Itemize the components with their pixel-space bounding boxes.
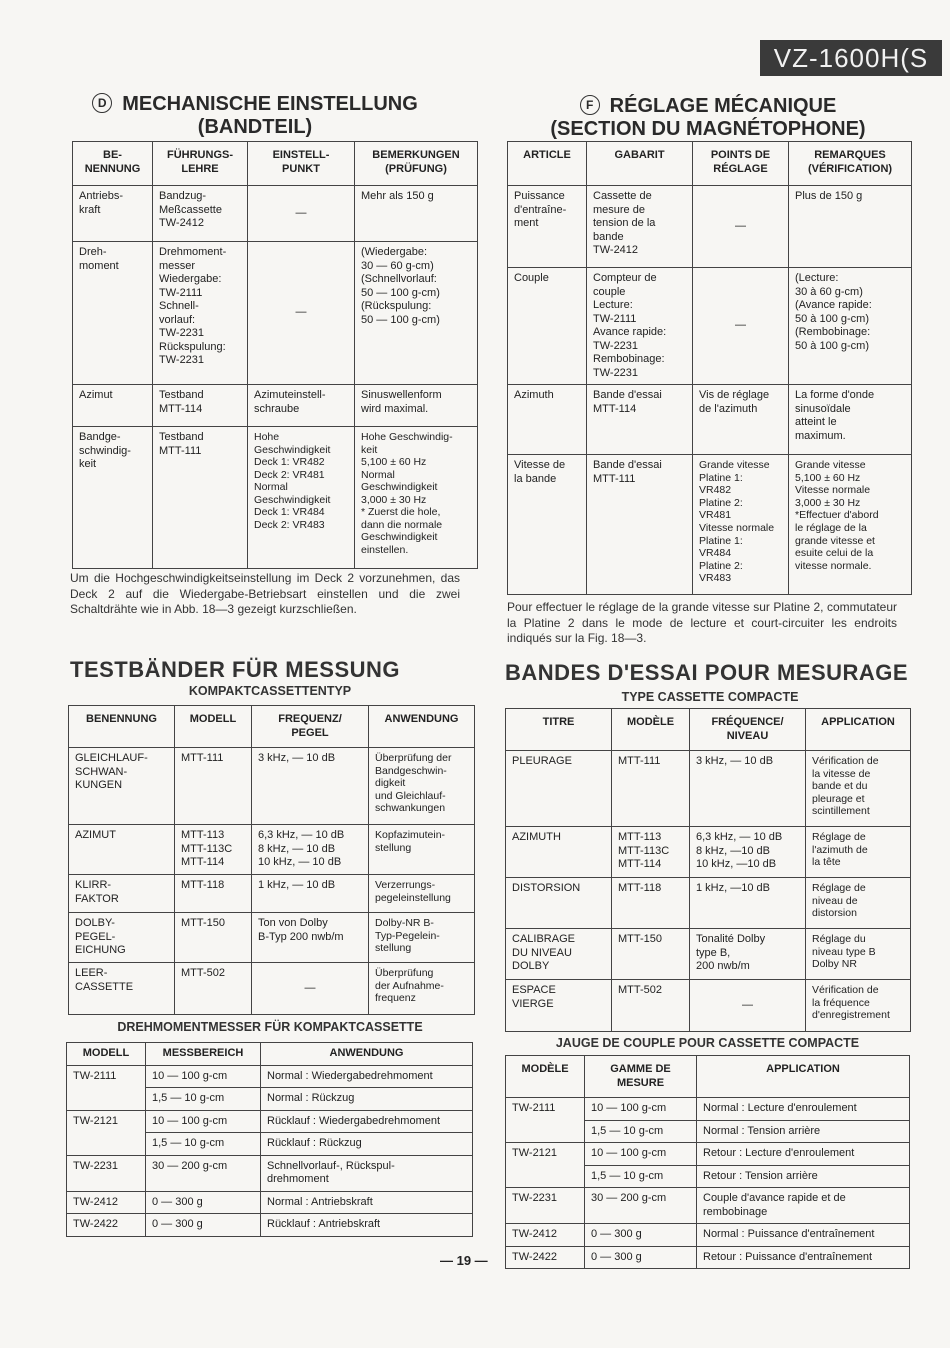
table-cell: DISTORSION (506, 878, 612, 929)
table-cell: 10 — 100 g-cm (585, 1098, 697, 1121)
table-row (506, 1188, 910, 1224)
table-cell: Normal : Antriebskraft (261, 1191, 473, 1214)
table-header: POINTS DE RÉGLAGE (693, 142, 789, 186)
table-header: ANWENDUNG (369, 706, 475, 748)
table-header: MODÈLE (612, 709, 690, 751)
table-cell: TW-2121 (506, 1143, 585, 1188)
table-cell: 1,5 — 10 g-cm (585, 1120, 697, 1143)
table-cell: Retour : Lecture d'enroulement (697, 1143, 910, 1166)
table-cell: Réglage du niveau type B Dolby NR (806, 929, 911, 980)
right-section-title (498, 95, 918, 141)
table-cell: Vérification de la vitesse de bande et du pleurage et scintillement (806, 751, 911, 827)
table-row (508, 385, 912, 455)
table-cell: MTT-150 (612, 929, 690, 980)
table-header: EINSTELL- PUNKT (248, 142, 355, 186)
table-header: BE- NENNUNG (73, 142, 153, 186)
table-row (506, 878, 911, 929)
table-row (67, 1110, 473, 1133)
table-cell: 0 — 300 g (585, 1224, 697, 1247)
table-header: TITRE (506, 709, 612, 751)
table-cell: Retour : Tension arrière (697, 1165, 910, 1188)
table-header: APPLICATION (697, 1056, 910, 1098)
table-header: MODELL (67, 1043, 146, 1066)
table-row (508, 186, 912, 268)
table-cell: Azimuth (508, 385, 587, 455)
left-mech-table (72, 141, 478, 569)
table-header: ARTICLE (508, 142, 587, 186)
table-header: GABARIT (587, 142, 693, 186)
table-cell: Normal : Lecture d'enroulement (697, 1098, 910, 1121)
table-header: MESSBEREICH (146, 1043, 261, 1066)
table-cell: 30 — 200 g-cm (146, 1155, 261, 1191)
table-row (506, 1098, 910, 1121)
table-cell: Normal : Wiedergabedrehmoment (261, 1065, 473, 1088)
table-cell: TW-2412 (506, 1224, 585, 1247)
page-number: — 19 — (440, 1253, 488, 1268)
table-cell: TW-2422 (67, 1214, 146, 1237)
table-cell: (Lecture: 30 à 60 g-cm) (Avance rapide: 50 à 100 g-cm) (Rembobinage: 50 à 100 g-cm) (789, 268, 912, 385)
table-cell: 1,5 — 10 g-cm (146, 1088, 261, 1111)
table-cell: Normal : Rückzug (261, 1088, 473, 1111)
table-cell: — (693, 186, 789, 268)
table-cell: 10 — 100 g-cm (146, 1110, 261, 1133)
table-cell: Normal : Puissance d'entraînement (697, 1224, 910, 1247)
table-cell: MTT-502 (612, 980, 690, 1032)
right-test-table (505, 708, 911, 1032)
table-cell: Testband MTT-114 (153, 385, 248, 427)
table-cell: MTT-111 (612, 751, 690, 827)
table-cell: LEER- CASSETTE (69, 963, 175, 1015)
table-cell: 1,5 — 10 g-cm (146, 1133, 261, 1156)
table-cell: 0 — 300 g (146, 1191, 261, 1214)
table-cell: MTT-113 MTT-113C MTT-114 (612, 827, 690, 878)
table-cell: Schnellvorlauf-, Rückspul- drehmoment (261, 1155, 473, 1191)
table-row (506, 1143, 910, 1166)
table-cell: MTT-113 MTT-113C MTT-114 (175, 825, 252, 875)
table-cell: 6,3 kHz, — 10 dB 8 kHz, — 10 dB 10 kHz, — 10 dB (252, 825, 369, 875)
table-header: REMARQUES (VÉRIFICATION) (789, 142, 912, 186)
right-torque-table (505, 1055, 910, 1269)
table-cell: Rücklauf : Rückzug (261, 1133, 473, 1156)
table-header: BEMERKUNGEN (PRÜFUNG) (355, 142, 478, 186)
table-header: FRÉQUENCE/ NIVEAU (690, 709, 806, 751)
table-row (69, 875, 475, 913)
table-header: MODELL (175, 706, 252, 748)
table-cell: — (693, 268, 789, 385)
table-cell: Vérification de la fréquence d'enregistrement (806, 980, 911, 1032)
table-row (506, 1246, 910, 1269)
table-cell: TW-2121 (67, 1110, 146, 1155)
table-cell: Plus de 150 g (789, 186, 912, 268)
table-cell: AZIMUT (69, 825, 175, 875)
right-test-title: BANDES D'ESSAI POUR MESURAGE (505, 660, 909, 685)
table-cell: Bande d'essai MTT-114 (587, 385, 693, 455)
model-badge: VZ-1600H(S (760, 40, 942, 76)
table-row (506, 980, 911, 1032)
left-section-title-2: (BANDTEIL) (197, 116, 313, 138)
table-cell: Grande vitesse Platine 1: VR482 Platine 2: VR481 Vitesse normale Platine 1: VR484 Platine 2: VR483 (693, 455, 789, 595)
table-cell: Couple d'avance rapide et de rembobinage (697, 1188, 910, 1224)
right-mech-note: Pour effectuer le réglage de la grande vitesse sur Platine 2, commutateur la Platine 2 dans le mode de lecture et court-circuiter les endroits indiqués sur la Fig. 18—3. (507, 600, 897, 645)
table-cell: Grande vitesse 5,100 ± 60 Hz Vitesse normale 3,000 ± 30 Hz *Effectuer d'abord le réglage de la grande vitesse et esuite celui de la vitesse normale. (789, 455, 912, 595)
table-cell: MTT-502 (175, 963, 252, 1015)
table-cell: 10 — 100 g-cm (585, 1143, 697, 1166)
table-row (69, 748, 475, 825)
table-cell: Kopfazimutein- stellung (369, 825, 475, 875)
table-cell: Hohe Geschwindigkeit Deck 1: VR482 Deck 2: VR481 Normal Geschwindigkeit Deck 1: VR484 Deck 2: VR483 (248, 427, 355, 569)
table-cell: Réglage de niveau de distorsion (806, 878, 911, 929)
right-torque-title: JAUGE DE COUPLE POUR CASSETTE COMPACTE (555, 1036, 860, 1050)
table-cell: Cassette de mesure de tension de la bande TW-2412 (587, 186, 693, 268)
table-row (69, 963, 475, 1015)
table-cell: ESPACE VIERGE (506, 980, 612, 1032)
table-cell: AZIMUTH (506, 827, 612, 878)
left-test-subtitle: KOMPAKTCASSETTENTYP (188, 684, 352, 698)
table-cell: Retour : Puissance d'entraînement (697, 1246, 910, 1269)
section-letter-f-icon: F (580, 95, 600, 115)
table-cell: Compteur de couple Lecture: TW-2111 Avance rapide: TW-2231 Rembobinage: TW-2231 (587, 268, 693, 385)
table-cell: Vitesse de la bande (508, 455, 587, 595)
table-row (69, 825, 475, 875)
table-cell: 1,5 — 10 g-cm (585, 1165, 697, 1188)
right-mech-table (507, 141, 912, 595)
right-test-subtitle: TYPE CASSETTE COMPACTE (621, 690, 799, 704)
table-cell: 1 kHz, — 10 dB (252, 875, 369, 913)
table-cell: DOLBY- PEGEL- EICHUNG (69, 913, 175, 963)
table-row (67, 1214, 473, 1237)
table-row (69, 913, 475, 963)
table-row (73, 242, 478, 385)
table-cell: Rücklauf : Wiedergabedrehmoment (261, 1110, 473, 1133)
table-cell: Hohe Geschwindig- keit 5,100 ± 60 Hz Normal Geschwindigkeit 3,000 ± 30 Hz * Zuerst die hole, dann die normale Geschwindigkeit einstellen. (355, 427, 478, 569)
table-cell: Puissance d'entraîne- ment (508, 186, 587, 268)
table-cell: 3 kHz, — 10 dB (690, 751, 806, 827)
table-cell: Überprüfung der Aufnahme- frequenz (369, 963, 475, 1015)
table-cell: CALIBRAGE DU NIVEAU DOLBY (506, 929, 612, 980)
table-cell: GLEICHLAUF- SCHWAN- KUNGEN (69, 748, 175, 825)
table-row (67, 1155, 473, 1191)
table-cell: Dreh- moment (73, 242, 153, 385)
table-cell: 6,3 kHz, — 10 dB 8 kHz, —10 dB 10 kHz, —10 dB (690, 827, 806, 878)
table-cell: (Wiedergabe: 30 — 60 g-cm) (Schnellvorlauf: 50 — 100 g-cm) (Rückspulung: 50 — 100 g-cm) (355, 242, 478, 385)
table-cell: TW-2412 (67, 1191, 146, 1214)
table-cell: Azimut (73, 385, 153, 427)
left-test-table (68, 705, 475, 1015)
table-row (73, 427, 478, 569)
table-cell: Réglage de l'azimuth de la tête (806, 827, 911, 878)
table-cell: Dolby-NR B- Typ-Pegelein- stellung (369, 913, 475, 963)
table-cell: — (248, 186, 355, 242)
table-cell: Mehr als 150 g (355, 186, 478, 242)
table-row (506, 827, 911, 878)
right-section-title-2: (SECTION DU MAGNÉTOPHONE) (550, 118, 866, 140)
table-cell: MTT-111 (175, 748, 252, 825)
table-row (67, 1191, 473, 1214)
table-header: MODÈLE (506, 1056, 585, 1098)
table-cell: 3 kHz, — 10 dB (252, 748, 369, 825)
table-cell: 10 — 100 g-cm (146, 1065, 261, 1088)
table-cell: MTT-118 (612, 878, 690, 929)
left-torque-table (66, 1042, 473, 1237)
table-cell: 0 — 300 g (585, 1246, 697, 1269)
table-cell: TW-2231 (506, 1188, 585, 1224)
table-cell: Normal : Tension arrière (697, 1120, 910, 1143)
table-cell: Bandge- schwindig- keit (73, 427, 153, 569)
table-row (67, 1065, 473, 1088)
table-cell: TW-2111 (67, 1065, 146, 1110)
left-section-title-1: MECHANISCHE EINSTELLUNG (122, 93, 418, 115)
table-row (73, 186, 478, 242)
section-letter-d-icon: D (92, 93, 112, 113)
table-cell: Azimuteinstell- schraube (248, 385, 355, 427)
table-cell: MTT-150 (175, 913, 252, 963)
table-header: GAMME DE MESURE (585, 1056, 697, 1098)
table-header: ANWENDUNG (261, 1043, 473, 1066)
table-row (73, 385, 478, 427)
table-cell: Bande d'essai MTT-111 (587, 455, 693, 595)
table-cell: Sinuswellenform wird maximal. (355, 385, 478, 427)
table-cell: 0 — 300 g (146, 1214, 261, 1237)
table-row (506, 1224, 910, 1247)
left-test-title: TESTBÄNDER FÜR MESSUNG (70, 657, 401, 682)
right-section-title-1: RÉGLAGE MÉCANIQUE (609, 95, 837, 117)
table-cell: Überprüfung der Bandgeschwin- digkeit und Gleichlauf- schwankungen (369, 748, 475, 825)
table-cell: — (252, 963, 369, 1015)
table-cell: Couple (508, 268, 587, 385)
table-header: APPLICATION (806, 709, 911, 751)
table-cell: Antriebs- kraft (73, 186, 153, 242)
table-cell: — (248, 242, 355, 385)
table-cell: Vis de réglage de l'azimuth (693, 385, 789, 455)
table-cell: Drehmoment- messer Wiedergabe: TW-2111 Schnell- vorlauf: TW-2231 Rückspulung: TW-2231 (153, 242, 248, 385)
table-cell: TW-2231 (67, 1155, 146, 1191)
left-section-title (60, 93, 450, 139)
table-cell: TW-2111 (506, 1098, 585, 1143)
table-cell: Bandzug- Meßcassette TW-2412 (153, 186, 248, 242)
table-header: FÜHRUNGS- LEHRE (153, 142, 248, 186)
table-cell: TW-2422 (506, 1246, 585, 1269)
table-header: BENENNUNG (69, 706, 175, 748)
table-row (508, 455, 912, 595)
table-row (508, 268, 912, 385)
table-cell: La forme d'onde sinusoïdale atteint le maximum. (789, 385, 912, 455)
table-header: FREQUENZ/ PEGEL (252, 706, 369, 748)
table-row (506, 751, 911, 827)
table-cell: Rücklauf : Antriebskraft (261, 1214, 473, 1237)
table-cell: — (690, 980, 806, 1032)
table-cell: MTT-118 (175, 875, 252, 913)
table-cell: Tonalité Dolby type B, 200 nwb/m (690, 929, 806, 980)
table-cell: Ton von Dolby B-Typ 200 nwb/m (252, 913, 369, 963)
table-row (506, 929, 911, 980)
left-torque-title: DREHMOMENTMESSER FÜR KOMPAKTCASSETTE (117, 1020, 423, 1034)
table-cell: PLEURAGE (506, 751, 612, 827)
table-cell: Verzerrungs- pegeleinstellung (369, 875, 475, 913)
table-cell: 30 — 200 g-cm (585, 1188, 697, 1224)
table-cell: 1 kHz, —10 dB (690, 878, 806, 929)
table-cell: Testband MTT-111 (153, 427, 248, 569)
left-mech-note: Um die Hochgeschwindigkeitseinstellung im Deck 2 vorzunehmen, das Deck 2 auf die Wiedergabe-Betriebsart einstellen und die zwei Schaltdrähte wie in Abb. 18—3 gezeigt kurzschließen. (70, 571, 460, 616)
table-cell: KLIRR- FAKTOR (69, 875, 175, 913)
